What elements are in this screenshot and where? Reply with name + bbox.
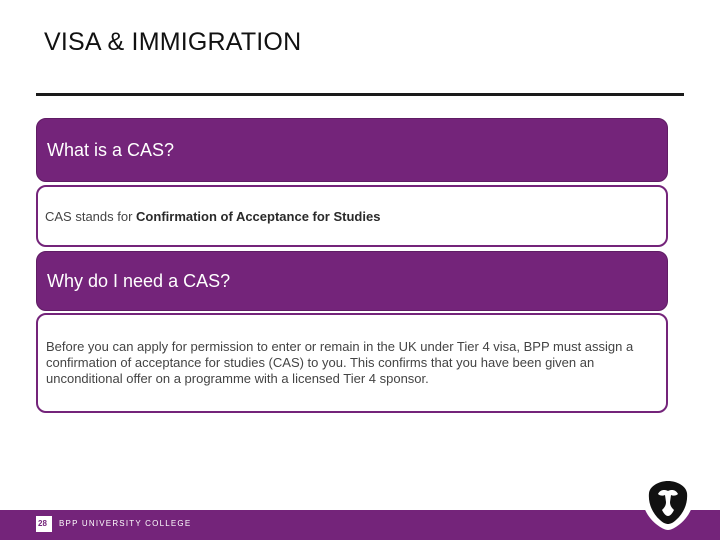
question-panel-what-is-cas bbox=[36, 118, 668, 182]
question-text: Why do I need a CAS? bbox=[47, 270, 231, 291]
answer-panel-cas-definition bbox=[36, 185, 668, 247]
answer-text bbox=[45, 209, 380, 224]
lion-head-shield-icon bbox=[640, 472, 696, 532]
footer-org-name: BPP UNIVERSITY COLLEGE bbox=[59, 519, 192, 528]
answer-bold-term: Confirmation of Acceptance for Studies bbox=[136, 208, 381, 224]
title-divider bbox=[36, 93, 684, 96]
question-panel-why-need-cas bbox=[36, 251, 668, 311]
slide-title: VISA & IMMIGRATION bbox=[44, 28, 302, 56]
answer-text: Before you can apply for permission to enter or remain in the UK under Tier 4 visa, BPP must assign a confirmation of acceptance for studies (CAS) to you. This confirms that you have been given an unconditional offer on a programme with a licensed Tier 4 sponsor. bbox=[46, 339, 634, 386]
page-number: 28 bbox=[38, 519, 47, 528]
answer-panel-why-cas bbox=[36, 313, 668, 413]
answer-prefix: CAS stands for bbox=[45, 208, 137, 224]
question-text: What is a CAS? bbox=[47, 139, 175, 160]
